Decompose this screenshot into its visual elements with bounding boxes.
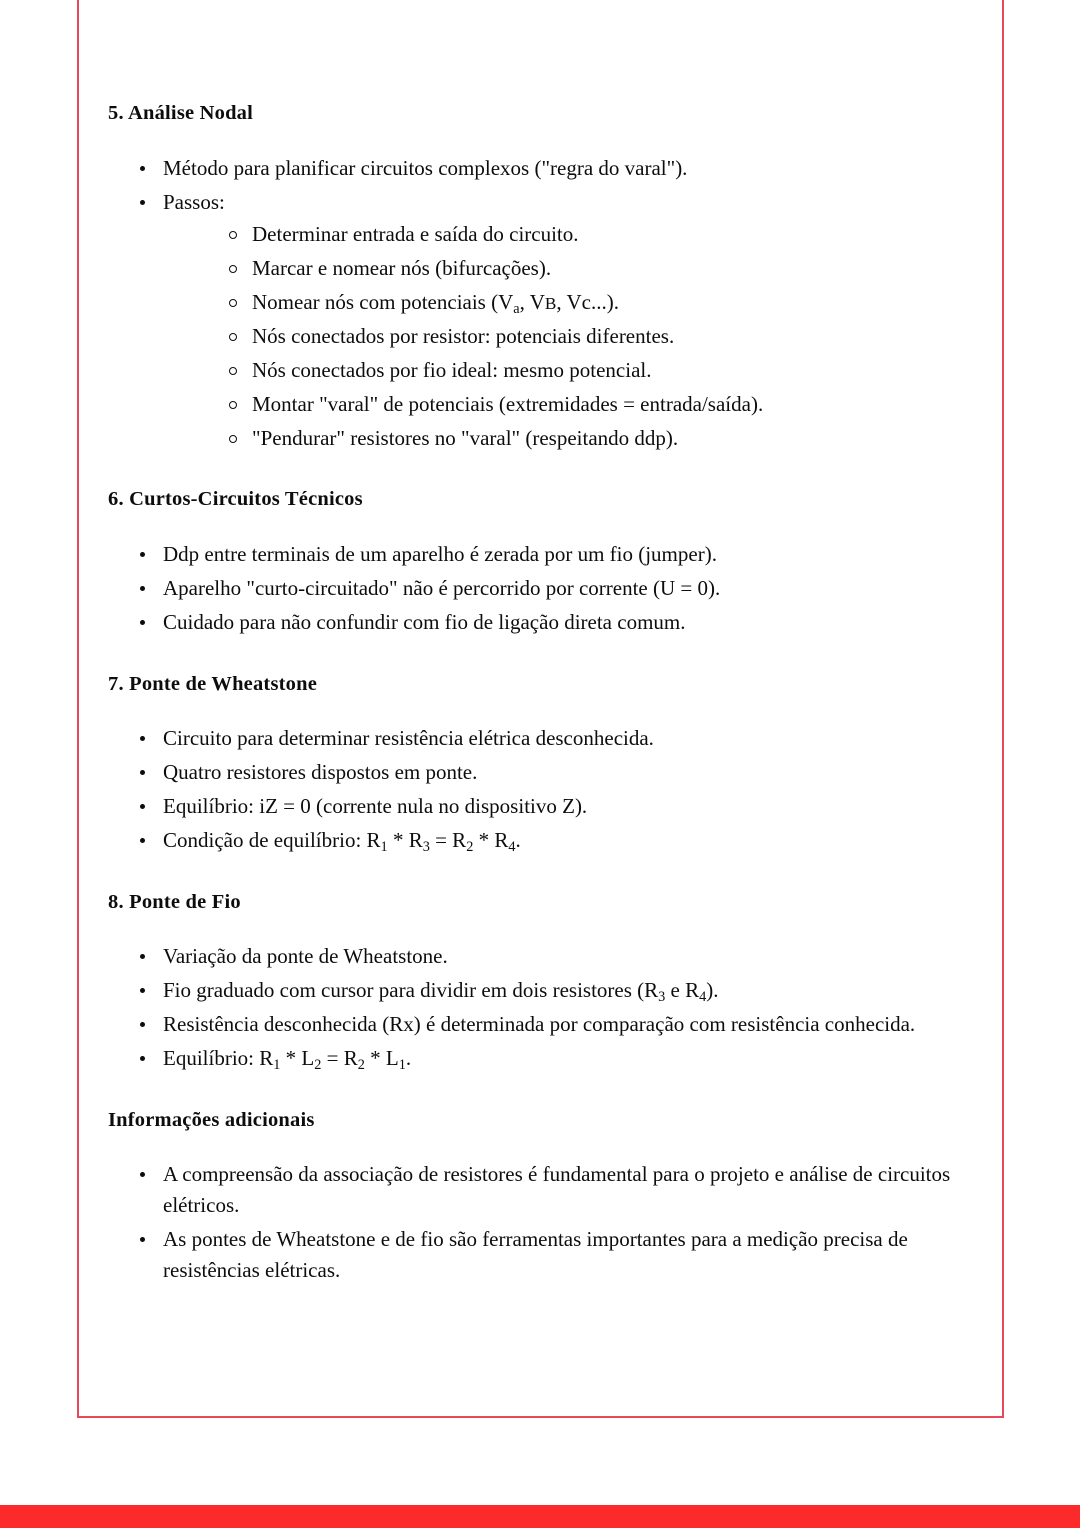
sub-list-item [215,321,978,352]
bullet-list [108,941,978,1073]
list-item [126,1224,978,1286]
sub-list-item [215,287,978,318]
list-item-text: As pontes de Wheatstone e de fio são ferramentas importantes para a medição precisa de resistências elétricas. [163,1227,908,1282]
list-item [126,825,978,856]
list-item-text: Resistência desconhecida (Rx) é determinada por comparação com resistência conhecida. [163,1012,916,1037]
bullet-list [108,723,978,855]
list-item-text: Passos: [163,189,225,214]
section-heading: 5. Análise Nodal [108,102,254,124]
list-item [126,187,978,454]
spacer [108,1077,978,1107]
sub-list-item-text: Nomear nós com potenciais ($V_a$, VB, Vc...). [252,290,619,318]
bullet-list [108,539,978,638]
list-item [126,1159,978,1221]
list-item [126,539,978,570]
bottom-red-bar [0,1505,1080,1528]
sub-list-item-text: Montar "varal" de potenciais (extremidades = entrada/saída). [252,391,764,416]
list-item [126,1043,978,1074]
list-item-text: Variação da ponte de Wheatstone. [163,944,448,969]
section-heading: 7. Ponte de Wheatstone [108,672,318,695]
spacer [108,641,978,671]
sub-list-item [215,423,978,454]
sub-bullet-list [163,219,978,453]
sub-list-item [215,253,978,284]
list-item-text: Quatro resistores dispostos em ponte. [163,760,478,785]
spacer [108,456,978,486]
bullet-list [108,153,978,454]
list-item-text: A compreensão da associação de resistores é fundamental para o projeto e análise de circuitos elétricos. [163,1162,951,1218]
sub-list-item-text: "Pendurar" resistores no "varal" (respeitando ddp). [252,425,679,450]
sub-list-item-text: Nós conectados por fio ideal: mesmo potencial. [252,357,652,382]
list-item-text: Aparelho "curto-circuitado" não é percorrido por corrente (U = 0). [163,575,721,600]
sub-list-item [215,355,978,386]
sub-list-item-text: Nós conectados por resistor: potenciais diferentes. [252,323,675,348]
list-item [126,757,978,788]
list-item-text: Circuito para determinar resistência elétrica desconhecida. [163,726,654,751]
list-item-text: Equilíbrio: $R_1 * L_2 = R_2 * L_1$. [163,1045,412,1073]
list-item-text: Fio graduado com cursor para dividir em dois resistores ($R_3$ e $R_4$). [163,978,719,1006]
sub-list-item [215,219,978,250]
list-item-text: Equilíbrio: iZ = 0 (corrente nula no dispositivo Z). [163,793,588,818]
sub-list-item-text: Determinar entrada e saída do circuito. [252,222,579,247]
bullet-list [108,1159,978,1285]
document-content [108,100,978,1289]
spacer [108,697,978,723]
list-item [126,573,978,604]
sub-list-item [215,389,978,420]
list-item-text: Ddp entre terminais de um aparelho é zerada por um fio (jumper). [163,542,717,567]
list-item [126,723,978,754]
section-heading: 6. Curtos-Circuitos Técnicos [108,488,363,511]
sub-list-item-text: Marcar e nomear nós (bifurcações). [252,256,552,281]
list-item [126,607,978,638]
list-item [126,153,978,184]
list-item [126,1009,978,1040]
list-item-text: Método para planificar circuitos complexos ("regra do varal"). [163,155,688,180]
spacer [108,513,978,539]
list-item-text: Condição de equilíbrio: $R_1 * R_3 = R_2 * R_4$. [163,827,521,855]
list-item [126,975,978,1006]
spacer [108,127,978,153]
spacer [108,1133,978,1159]
list-item [126,941,978,972]
section-heading: Informações adicionais [108,1108,315,1131]
list-item-text: Cuidado para não confundir com fio de ligação direta comum. [163,609,686,634]
list-item [126,791,978,822]
section-heading: 8. Ponte de Fio [108,890,241,913]
spacer [108,915,978,941]
spacer [108,859,978,889]
